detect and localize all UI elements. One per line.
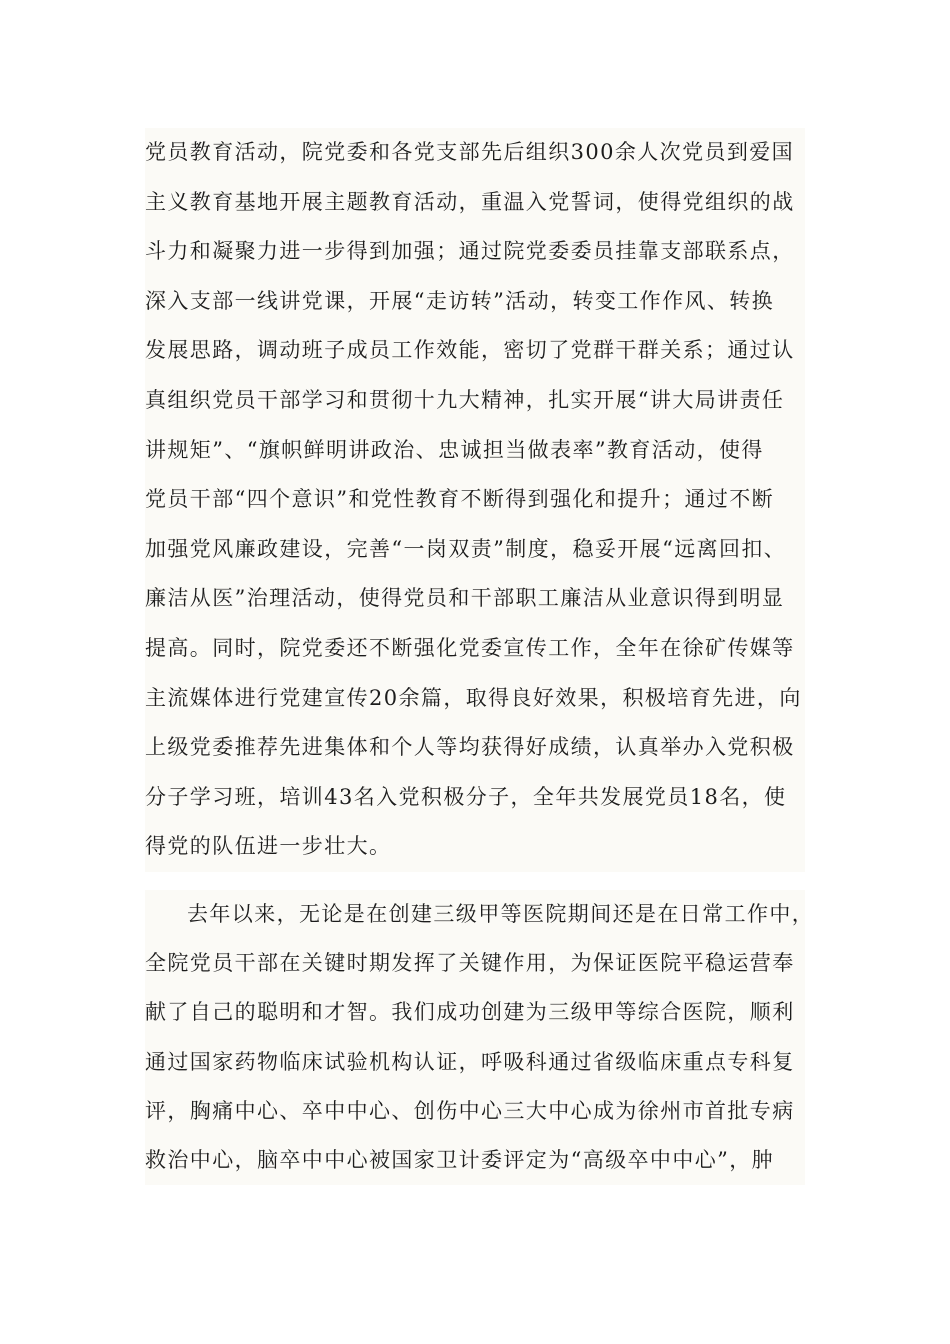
text-line: 救治中心，脑卒中中心被国家卫计委评定为“高级卒中中心”，肿 bbox=[145, 1147, 775, 1172]
text-line: 上级党委推荐先进集体和个人等均获得好成绩，认真举办入党积极 bbox=[145, 735, 795, 760]
text-line: 廉洁从医”治理活动，使得党员和干部职工廉洁从业意识得到明显 bbox=[145, 586, 785, 611]
text-line: 加强党风廉政建设，完善“一岗双责”制度，稳妥开展“远离回扣、 bbox=[145, 536, 787, 561]
text-line: 深入支部一线讲党课，开展“走访转”活动，转变工作作风、转换 bbox=[145, 288, 775, 313]
text-line: 斗力和凝聚力进一步得到加强；通过院党委委员挂靠支部联系点， bbox=[145, 239, 795, 264]
text-line: 去年以来，无论是在创建三级甲等医院期间还是在日常工作中， bbox=[187, 902, 815, 926]
text-line: 得党的队伍进一步壮大。 bbox=[145, 834, 392, 859]
text-line: 评，胸痛中心、卒中中心、创伤中心三大中心成为徐州市首批专病 bbox=[145, 1098, 795, 1123]
text-line: 提高。同时，院党委还不断强化党委宣传工作，全年在徐矿传媒等 bbox=[145, 635, 795, 660]
text-line: 全院党员干部在关键时期发挥了关键作用，为保证医院平稳运营奉 bbox=[145, 951, 795, 976]
text-line: 发展思路，调动班子成员工作效能，密切了党群干群关系；通过认 bbox=[145, 338, 795, 363]
text-line: 党员教育活动，院党委和各党支部先后组织300余人次党员到爱国 bbox=[145, 140, 795, 164]
text-line: 讲规矩”、“旗帜鲜明讲政治、忠诚担当做表率”教育活动，使得 bbox=[145, 437, 764, 462]
text-line: 献了自己的聪明和才智。我们成功创建为三级甲等综合医院，顺利 bbox=[145, 1000, 795, 1025]
paragraph-party-education bbox=[145, 128, 805, 872]
text-line: 主义教育基地开展主题教育活动，重温入党誓词，使得党组织的战 bbox=[145, 189, 795, 214]
text-line: 真组织党员干部学习和贯彻十九大精神，扎实开展“讲大局讲责任 bbox=[145, 387, 785, 412]
text-line: 通过国家药物临床试验机构认证，呼吸科通过省级临床重点专科复 bbox=[145, 1049, 795, 1074]
text-line: 主流媒体进行党建宣传20余篇，取得良好效果，积极培育先进，向 bbox=[145, 685, 802, 710]
text-line: 分子学习班，培训43名入党积极分子，全年共发展党员18名，使 bbox=[145, 784, 787, 809]
text-line: 党员干部“四个意识”和党性教育不断得到强化和提升；通过不断 bbox=[145, 487, 775, 512]
paragraph-hospital-achievements bbox=[145, 890, 815, 1185]
